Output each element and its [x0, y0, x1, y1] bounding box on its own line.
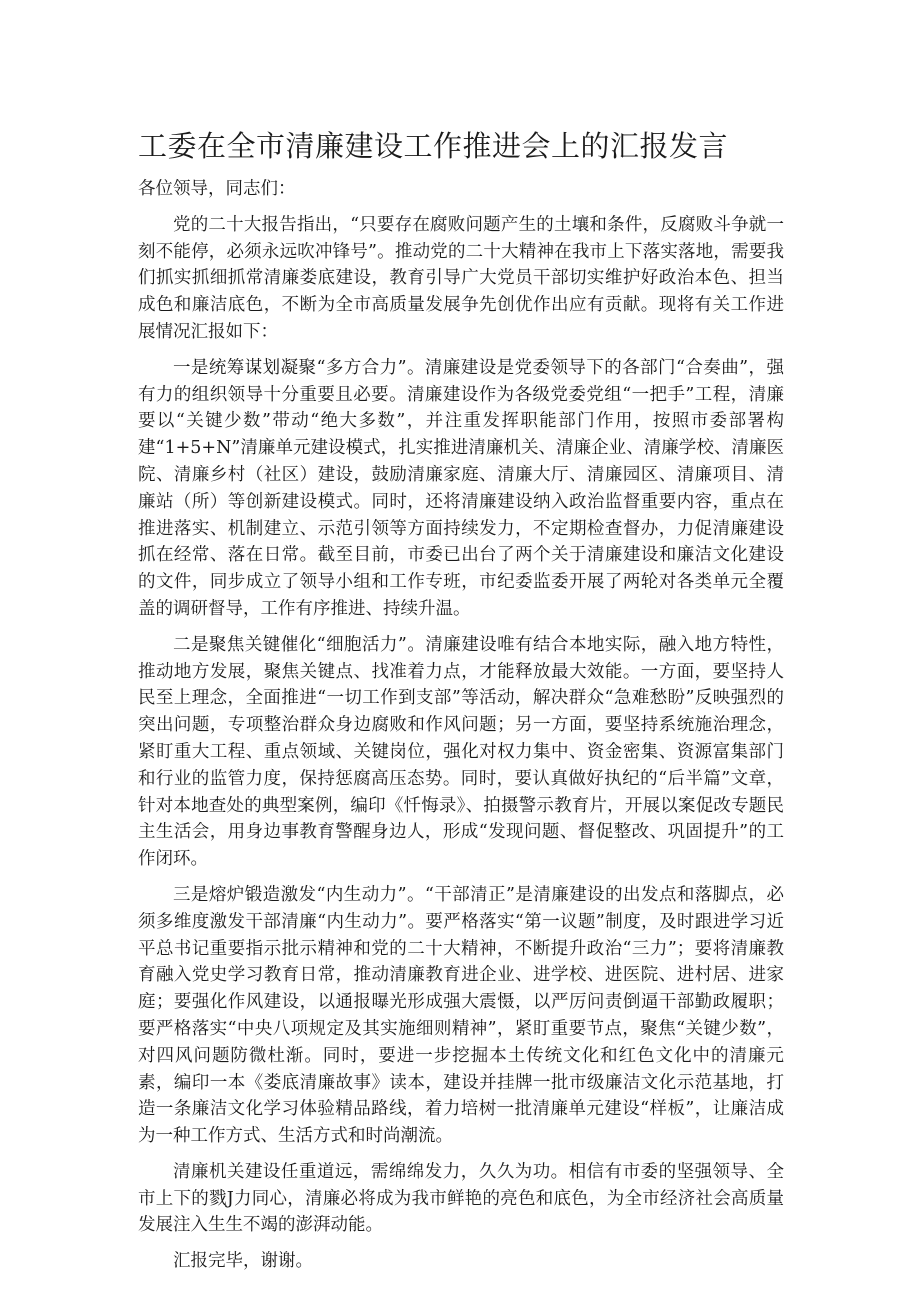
paragraph-point-one: 一是统筹谋划凝聚“多方合力”。清廉建设是党委领导下的各部门“合奏曲”，强有力的组织领导十分重要且必要。清廉建设作为各级党委党组“一把手”工程，清廉要以“关键少数”带动“绝大多数”，并注重发挥职能部门作用，按照市委部署构建“1+5+N”清廉单元建设模式，扎实推进清廉机关、清廉企业、清廉学校、清廉医院、清廉乡村（社区）建设，鼓励清廉家庭、清廉大厅、清廉园区、清廉项目、清廉站（所）等创新建设模式。同时，还将清廉建设纳入政治监督重要内容，重点在推进落实、机制建立、示范引领等方面持续发力，不定期检查督办，力促清廉建设抓在经常、落在日常。截至目前，市委已出台了两个关于清廉建设和廉洁文化建设的文件，同步成立了领导小组和工作专班，市纪委监委开展了两轮对各类单元全覆盖的调研督导，工作有序推进、持续升温。 [138, 357, 784, 619]
paragraph-point-three: 三是熔炉锻造激发“内生动力”。“干部清正”是清廉建设的出发点和落脚点，必须多维度激发干部清廉“内生动力”。要严格落实“第一议题”制度，及时跟进学习近平总书记重要指示批示精神和党的二十大精神，不断提升政治“三力”；要将清廉教育融入党史学习教育日常，推动清廉教育进企业、进学校、进医院、进村居、进家庭；要强化作风建设，以通报曝光形成强大震慑，以严厉问责倒逼干部勤政履职；要严格落实“中央八项规定及其实施细则精神”，紧盯重要节点，聚焦“关键少数”，对四风问题防微杜渐。同时，要进一步挖掘本土传统文化和红色文化中的清廉元素，编印一本《娄底清廉故事》读本，建设并挂牌一批市级廉洁文化示范基地，打造一条廉洁文化学习体验精品路线，着力培树一批清廉单元建设“样板”，让廉洁成为一种工作方式、生活方式和时尚潮流。 [138, 884, 784, 1147]
salutation: 各位领导，同志们： [138, 179, 296, 199]
paragraph-intro: 党的二十大报告指出，“只要存在腐败问题产生的土壤和条件，反腐败斗争就一刻不能停，必须永远吹冲锋号”。推动党的二十大精神在我市上下落实落地，需要我们抓实抓细抓常清廉娄底建设，教育引导广大党员干部切实维护好政治本色、担当成色和廉洁底色，不断为全市高质量发展争先创优作出应有贡献。现将有关工作进展情况汇报如下： [138, 214, 784, 342]
document-title: 工委在全市清廉建设工作推进会上的汇报发言 [138, 129, 729, 163]
paragraph-conclusion: 清廉机关建设任重道远，需绵绵发力，久久为功。相信有市委的坚强领导、全市上下的戮J力同心，清廉必将成为我市鲜艳的亮色和底色，为全市经济社会高质量发展注入生生不竭的澎湃动能。 [138, 1161, 784, 1236]
document-body [138, 176, 784, 1284]
paragraph-point-two: 二是聚焦关键催化“细胞活力”。清廉建设唯有结合本地实际，融入地方特性，推动地方发展，聚焦关键点、找准着力点，才能释放最大效能。一方面，要坚持人民至上理念，全面推进“一切工作到支部”等活动，解决群众“急难愁盼”反映强烈的突出问题，专项整治群众身边腐败和作风问题；另一方面，要坚持系统施治理念，紧盯重大工程、重点领域、关键岗位，强化对权力集中、资金密集、资源富集部门和行业的监管力度，保持惩腐高压态势。同时，要认真做好执纪的“后半篇”文章，针对本地查处的典型案例，编印《忏悔录》、拍摄警示教育片，开展以案促改专题民主生活会，用身边事教育警醒身边人，形成“发现问题、督促整改、巩固提升”的工作闭环。 [138, 634, 784, 870]
paragraph-closing: 汇报完毕，谢谢。 [173, 1251, 313, 1272]
